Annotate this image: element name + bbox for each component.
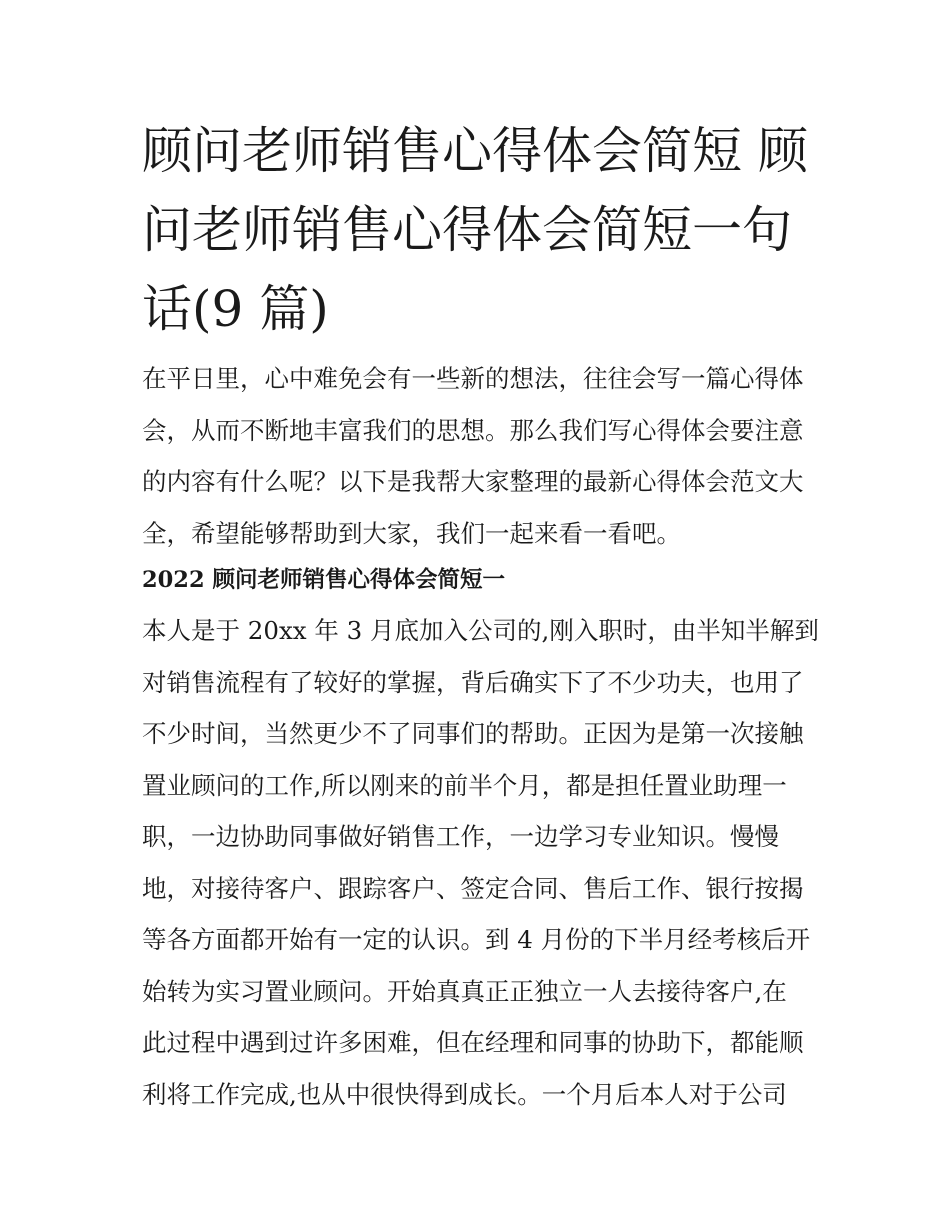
paragraph-line: 置业顾问的工作,所以刚来的前半个月，都是担任置业助理一	[142, 770, 787, 800]
paragraph-line: 会，从而不断地丰富我们的思想。那么我们写心得体会要注意	[142, 415, 804, 445]
paragraph-line: 利将工作完成,也从中很快得到成长。一个月后本人对于公司	[142, 1079, 787, 1109]
paragraph-line: 始转为实习置业顾问。开始真真正正独立一人去接待客户,在	[142, 976, 787, 1006]
title-line: 话(9 篇)	[142, 280, 329, 338]
paragraph-line: 在平日里，心中难免会有一些新的想法，往往会写一篇心得体	[142, 364, 804, 393]
paragraph-line: 不少时间，当然更少不了同事们的帮助。正因为是第一次接触	[142, 719, 804, 748]
paragraph-line: 此过程中遇到过许多困难，但在经理和同事的协助下，都能顺	[142, 1028, 804, 1057]
section-paragraph	[142, 605, 822, 1120]
intro-paragraph	[142, 353, 822, 559]
section-heading: 2022 顾问老师销售心得体会简短一	[142, 567, 505, 593]
paragraph-line: 对销售流程有了较好的掌握，背后确实下了不少功夫，也用了	[142, 667, 804, 697]
document-title	[142, 112, 822, 349]
paragraph-line: 本人是于 20xx 年 3 月底加入公司的,刚入职时，由半知半解到	[142, 616, 819, 645]
paragraph-line: 职，一边协助同事做好销售工作，一边学习专业知识。慢慢	[142, 822, 779, 851]
title-line: 顾问老师销售心得体会简短 顾	[142, 122, 808, 180]
paragraph-line: 地，对接待客户、跟踪客户、签定合同、售后工作、银行按揭	[142, 873, 804, 903]
paragraph-line: 的内容有什么呢？以下是我帮大家整理的最新心得体会范文大	[142, 467, 804, 496]
paragraph-line: 等各方面都开始有一定的认识。到 4 月份的下半月经考核后开	[142, 925, 811, 954]
title-line: 问老师销售心得体会简短一句	[142, 201, 792, 259]
paragraph-line: 全，希望能够帮助到大家，我们一起来看一看吧。	[142, 518, 681, 548]
